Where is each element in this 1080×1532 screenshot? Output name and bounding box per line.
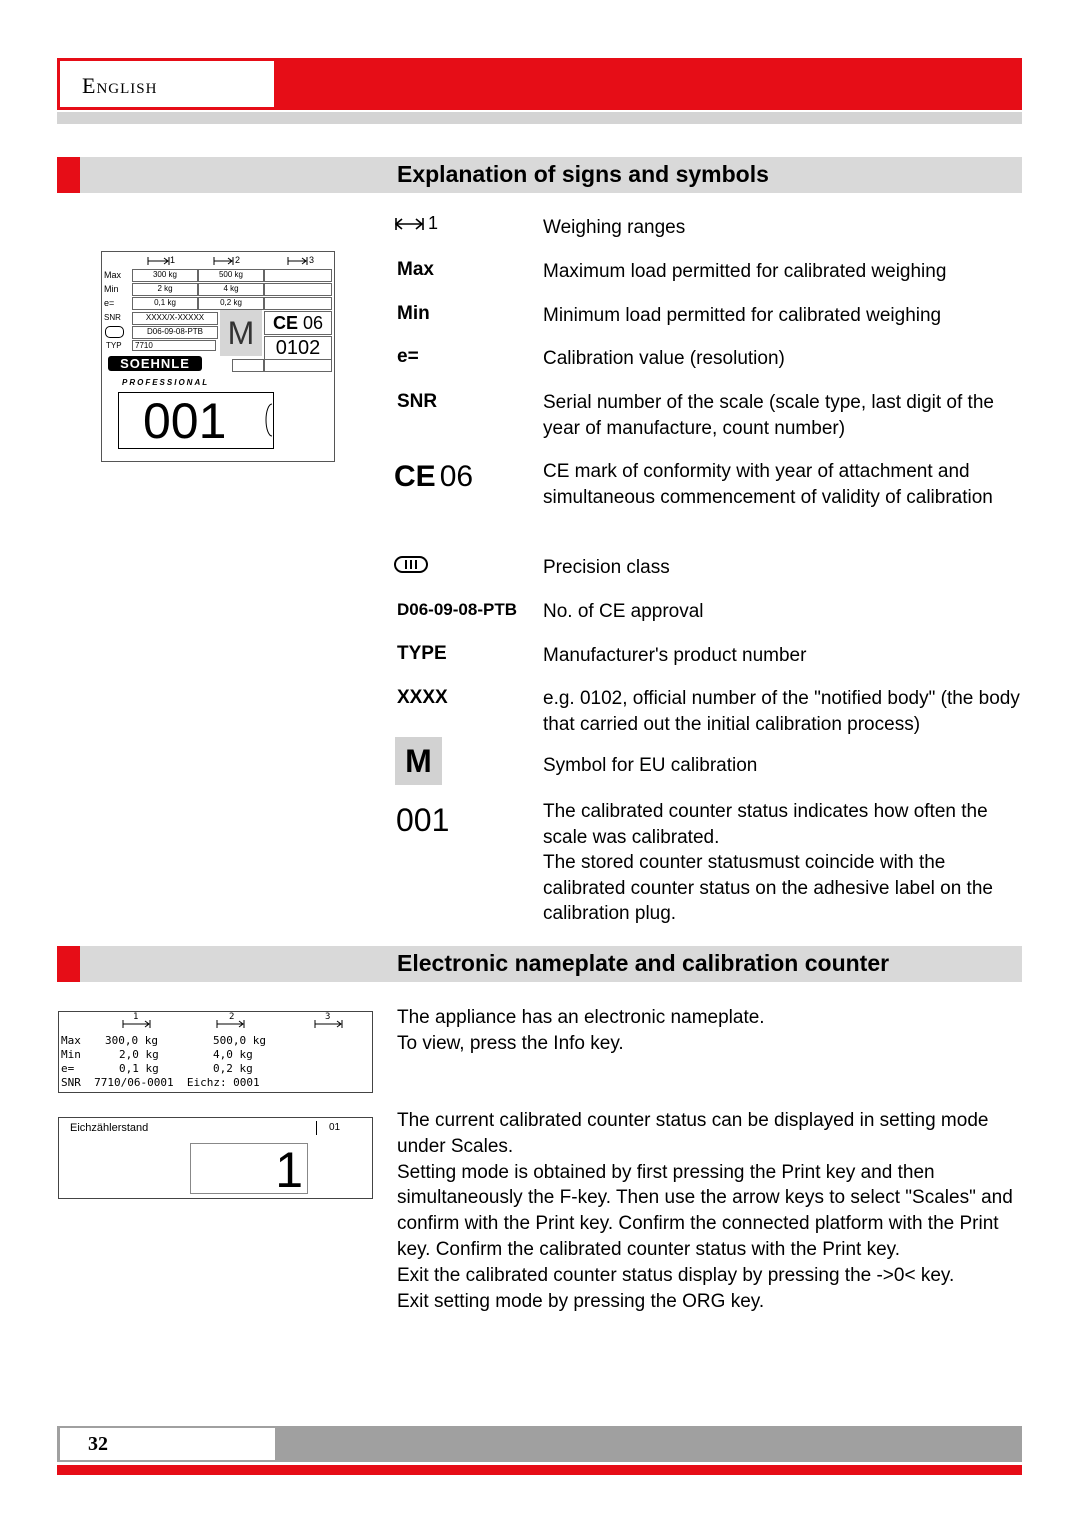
max-value-3 (264, 269, 332, 282)
section-title: Explanation of signs and symbols (397, 161, 769, 187)
symbol-min: Min (397, 303, 430, 324)
desc-approval: No. of CE approval (543, 601, 704, 622)
range-3-label: 3 (309, 255, 315, 265)
desc-xxxx: e.g. 0102, official number of the "notified body" (the body that carried out the initial calibration process) (543, 688, 1020, 735)
ce-mark (264, 311, 332, 335)
symbol-xxxx: XXXX (397, 687, 448, 708)
symbol-e: e= (397, 346, 419, 367)
ce-icon: CE (272, 313, 298, 333)
display-min-v2: 4,0 kg (213, 1048, 253, 1061)
approval-value: D06-09-08-PTB (132, 326, 218, 339)
soehnle-logo: SOEHNLE (108, 356, 202, 371)
symbol-max: Max (397, 259, 434, 280)
display-min-v1: 2,0 kg (119, 1048, 159, 1061)
ce-icon: CE (394, 460, 436, 493)
display-snr: SNR 7710/06-0001 Eichz: 0001 (61, 1076, 260, 1089)
calibration-counter-display (58, 1117, 373, 1199)
nameplate-paragraph: The appliance has an electronic nameplate. To view, press the Info key. (397, 1007, 765, 1054)
snr-value: XXXX/X-XXXXX (132, 312, 218, 325)
desc-counter: The calibrated counter status indicates how often the scale was calibrated. The stored counter statusmust coincide with the calibrated counter status on the adhesive label on the calibration plug. (543, 801, 993, 924)
desc-weighing-ranges: Weighing ranges (543, 217, 686, 238)
e-value-2: 0,2 kg (198, 297, 264, 310)
counter-symbol: 001 (396, 802, 450, 838)
counter-paragraph: The current calibrated counter status can be displayed in setting mode under Scales. Setting mode is obtained by first pressing the Print key and then simultaneously the F-key. Then use the arrow keys to select "Scales" and confirm with the Print key. Confirm the connected platform with the Print key. Confirm the calibrated counter status with the Print key. Exit the calibrated counter status display by pressing the ->0< key. Exit setting mode by pressing the ORG key. (397, 1110, 1013, 1312)
display-max-label: Max (61, 1034, 81, 1047)
min-value-3 (264, 283, 332, 296)
min-label: Min (104, 284, 119, 294)
m-mark: M (220, 310, 262, 356)
page-number: 32 (88, 1433, 108, 1455)
desc-snr: Serial number of the scale (scale type, last digit of the year of manufacture, count number) (543, 392, 994, 439)
display-e-v1: 0,1 kg (119, 1062, 159, 1075)
blank-cell-2 (264, 359, 332, 372)
display-max-v1: 300,0 kg (105, 1034, 158, 1047)
desc-max: Maximum load permitted for calibrated weighing (543, 261, 947, 282)
desc-e: Calibration value (resolution) (543, 348, 785, 369)
m-symbol: M (395, 737, 442, 785)
max-value-1: 300 kg (132, 269, 198, 282)
nameplate-label (101, 251, 335, 462)
blank-cell-1 (232, 359, 264, 372)
display-max-v2: 500,0 kg (213, 1034, 266, 1047)
ce-symbol-year: 06 (439, 460, 474, 493)
display-range-3: 3 (325, 1012, 331, 1022)
desc-m: Symbol for EU calibration (543, 755, 758, 776)
ce-year: 06 (303, 313, 324, 333)
e-label: e= (104, 298, 115, 308)
typ-label: TYP (106, 341, 122, 350)
sticker-edge-icon (260, 392, 274, 449)
symbol-type: TYPE (397, 643, 447, 664)
max-value-2: 500 kg (198, 269, 264, 282)
precision-class-icon (394, 556, 428, 573)
desc-precision-class: Precision class (543, 557, 670, 578)
snr-label: SNR (104, 313, 121, 322)
symbol-approval: D06-09-08-PTB (397, 600, 517, 619)
footer-stripe (57, 1465, 1022, 1475)
section-header-nameplate (57, 946, 1022, 982)
typ-value: 7710 (132, 340, 216, 351)
display-e-label: e= (61, 1062, 75, 1075)
display-min-label: Min (61, 1048, 81, 1061)
section-marker (57, 157, 80, 193)
min-value-1: 2 kg (132, 283, 198, 296)
counter-display-value: 1 (190, 1143, 308, 1194)
language-label: English (82, 73, 158, 98)
display-range-2: 2 (229, 1012, 235, 1022)
counter-display-title: Eichzählerstand (70, 1122, 149, 1134)
section-title: Electronic nameplate and calibration counter (397, 950, 890, 976)
e-value-3 (264, 297, 332, 310)
range-2-label: 2 (235, 255, 241, 265)
e-value-1: 0,1 kg (132, 297, 198, 310)
counter-display-index: 01 (329, 1122, 341, 1133)
min-value-2: 4 kg (198, 283, 264, 296)
desc-ce: CE mark of conformity with year of attachment and simultaneous commencement of validity of calibration (543, 461, 993, 508)
section-header-signs (57, 157, 1022, 193)
electronic-nameplate-display (58, 1011, 373, 1093)
notified-body: 0102 (264, 336, 332, 360)
max-label: Max (104, 270, 122, 280)
ce-symbol (394, 460, 473, 494)
desc-min: Minimum load permitted for calibrated weighing (543, 305, 942, 326)
display-range-1: 1 (133, 1012, 139, 1022)
display-separator (316, 1121, 317, 1135)
range-1-label: 1 (170, 255, 176, 265)
counter-sticker: 001 (118, 392, 274, 449)
header-divider (57, 112, 1022, 124)
section-marker (57, 946, 80, 982)
display-e-v2: 0,2 kg (213, 1062, 253, 1075)
weighing-range-number: 1 (428, 213, 439, 233)
desc-type: Manufacturer's product number (543, 645, 807, 666)
brand-sub: PROFESSIONAL (122, 378, 210, 387)
precision-class-icon (105, 326, 124, 338)
symbol-snr: SNR (397, 391, 438, 412)
